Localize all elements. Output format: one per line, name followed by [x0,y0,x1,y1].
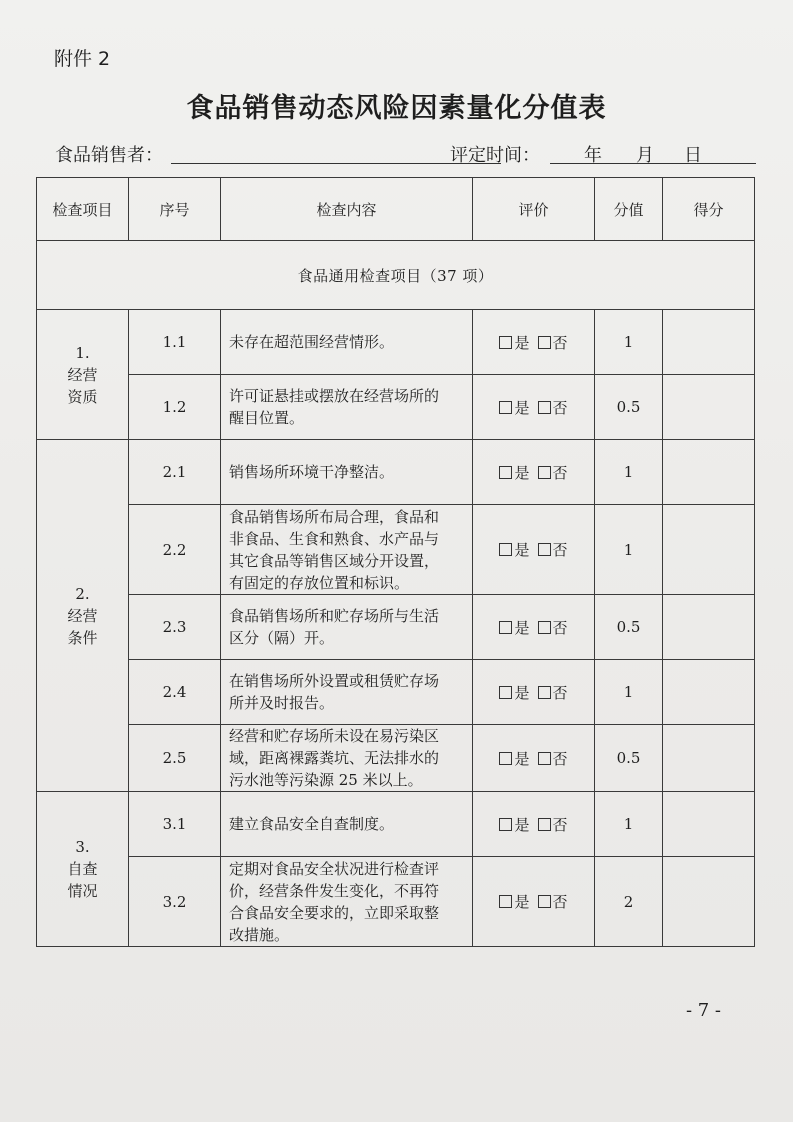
score-value: 1 [595,660,663,725]
item-number: 1.2 [129,375,221,440]
content-line: 在销售场所外设置或租赁贮存场 [229,672,440,690]
seller-label: 食品销售者： [55,145,163,166]
content-line: 所并及时报告。 [229,694,335,712]
table-row [37,595,755,660]
item-content [221,660,473,725]
checkbox-icon[interactable] [538,752,551,765]
yes-label: 是 [514,749,530,768]
content-line: 合食品安全要求的，立即采取整 [229,903,440,922]
checkbox-icon[interactable] [499,895,512,908]
no-option[interactable] [538,334,568,352]
content-line: 域，距离裸露粪坑、无法排水的 [229,749,440,767]
date-label: 评定时间： [450,145,540,166]
content-line: 未存在超范围经营情形。 [229,333,395,351]
content-line: 食品销售场所和贮存场所与生活 [229,607,440,625]
yes-label: 是 [514,398,530,417]
item-number: 2.2 [129,505,221,595]
category-cell [37,310,129,440]
column-header: 分值 [595,178,663,241]
checkbox-icon[interactable] [538,621,551,634]
evaluation-cell [473,595,595,660]
yes-option[interactable] [499,750,529,768]
column-header: 得分 [663,178,755,241]
item-number: 2.5 [129,725,221,792]
category-line: 2. [75,584,90,603]
content-line: 非食品、生食和熟食、水产品与 [229,529,440,548]
no-option[interactable] [538,399,568,417]
obtained-score-cell[interactable] [663,375,755,440]
evaluation-cell [473,857,595,947]
item-content [221,792,473,857]
obtained-score-cell[interactable] [663,792,755,857]
content-line: 食品销售场所布局合理，食品和 [229,507,440,526]
score-value: 0.5 [595,595,663,660]
yes-option[interactable] [499,334,529,352]
obtained-score-cell[interactable] [663,440,755,505]
no-label: 否 [552,815,568,834]
content-line: 经营和贮存场所未设在易污染区 [229,727,440,745]
obtained-score-cell[interactable] [663,725,755,792]
evaluation-cell [473,792,595,857]
page-number: - 7 - [685,1000,721,1021]
evaluation-cell [473,660,595,725]
score-value: 1 [595,792,663,857]
item-content [221,440,473,505]
yes-label: 是 [514,333,530,352]
yes-option[interactable] [499,619,529,637]
yes-option[interactable] [499,684,529,702]
no-option[interactable] [538,464,568,482]
no-label: 否 [552,749,568,768]
yes-label: 是 [514,893,530,911]
category-line: 情况 [67,882,98,900]
score-value: 1 [595,505,663,595]
table-row [37,792,755,857]
item-content [221,375,473,440]
column-header: 评价 [473,178,595,241]
no-label: 否 [552,333,568,352]
content-line: 污水池等污染源 25 米以上。 [229,771,423,789]
checkbox-icon[interactable] [538,818,551,831]
content-line: 销售场所环境干净整洁。 [229,463,395,481]
evaluation-cell [473,725,595,792]
no-label: 否 [552,618,568,637]
no-option[interactable] [538,541,568,559]
checkbox-icon[interactable] [499,686,512,699]
yes-label: 是 [514,618,530,637]
score-value: 1 [595,440,663,505]
table-header-row [37,178,755,241]
column-header: 检查内容 [221,178,473,241]
obtained-score-cell[interactable] [663,660,755,725]
table-row [37,725,755,792]
obtained-score-cell[interactable] [663,595,755,660]
category-cell [37,440,129,792]
obtained-score-cell[interactable] [663,505,755,595]
table-row [37,660,755,725]
yes-option[interactable] [499,399,529,417]
form-meta [55,139,705,169]
checkbox-icon[interactable] [499,752,512,765]
year-label: 年 [584,145,602,166]
table-row [37,310,755,375]
item-content [221,505,473,595]
category-line: 自查 [67,860,98,878]
no-option[interactable] [538,893,568,911]
item-content [221,310,473,375]
checkbox-icon[interactable] [538,895,551,908]
table-row [37,505,755,595]
item-number: 3.1 [129,792,221,857]
checkbox-icon[interactable] [499,543,512,556]
obtained-score-cell[interactable] [663,310,755,375]
attachment-label: 附件 2 [54,48,111,70]
yes-option[interactable] [499,464,529,482]
content-line: 醒目位置。 [229,409,305,427]
table-row [37,857,755,947]
content-line: 有固定的存放位置和标识。 [229,573,410,592]
category-line: 条件 [67,628,98,647]
content-line: 其它食品等销售区域分开设置， [229,551,440,570]
yes-option[interactable] [499,816,529,834]
table-row [37,440,755,505]
evaluation-cell [473,375,595,440]
no-option[interactable] [538,684,568,702]
no-label: 否 [552,463,568,482]
day-label: 日 [684,145,702,166]
item-content [221,595,473,660]
content-line: 建立食品安全自查制度。 [229,815,395,833]
content-line: 价，经营条件发生变化，不再符 [229,881,440,900]
evaluation-cell [473,440,595,505]
table-row [37,375,755,440]
no-label: 否 [552,893,568,911]
yes-label: 是 [514,683,530,702]
item-number: 2.1 [129,440,221,505]
content-line: 许可证悬挂或摆放在经营场所的 [229,387,440,405]
category-line: 资质 [67,387,98,406]
evaluation-cell [473,310,595,375]
item-content [221,725,473,792]
content-line: 改措施。 [229,925,290,944]
score-value: 0.5 [595,375,663,440]
no-option[interactable] [538,816,568,834]
score-value: 1 [595,310,663,375]
content-line: 定期对食品安全状况进行检查评 [229,859,440,878]
checkbox-icon[interactable] [499,466,512,479]
category-line: 经营 [67,365,98,384]
yes-label: 是 [514,815,530,834]
no-option[interactable] [538,750,568,768]
checkbox-icon[interactable] [538,686,551,699]
category-line: 1. [75,343,90,362]
evaluation-cell [473,505,595,595]
column-header: 序号 [129,178,221,241]
score-value: 0.5 [595,725,663,792]
page-title: 食品销售动态风险因素量化分值表 [186,93,607,124]
section-title: 食品通用检查项目（37 项） [37,241,755,310]
checkbox-icon[interactable] [538,336,551,349]
item-number: 2.3 [129,595,221,660]
checkbox-icon[interactable] [499,401,512,414]
checkbox-icon[interactable] [538,543,551,556]
checkbox-icon[interactable] [499,621,512,634]
checkbox-icon[interactable] [538,466,551,479]
no-label: 否 [552,683,568,702]
yes-option[interactable] [499,541,529,559]
obtained-score-cell[interactable] [663,857,755,947]
checkbox-icon[interactable] [499,818,512,831]
item-number: 1.1 [129,310,221,375]
section-row [37,241,755,310]
score-table [36,177,755,947]
item-content [221,857,473,947]
column-header: 检查项目 [37,178,129,241]
checkbox-icon[interactable] [499,336,512,349]
no-label: 否 [552,541,568,559]
category-cell [37,792,129,947]
yes-label: 是 [514,541,530,559]
no-option[interactable] [538,619,568,637]
month-label: 月 [636,145,654,166]
category-line: 经营 [67,606,98,625]
content-line: 区分（隔）开。 [229,629,335,647]
checkbox-icon[interactable] [538,401,551,414]
score-value: 2 [595,857,663,947]
item-number: 3.2 [129,857,221,947]
no-label: 否 [552,398,568,417]
item-number: 2.4 [129,660,221,725]
yes-label: 是 [514,463,530,482]
yes-option[interactable] [499,893,529,911]
category-line: 3. [75,838,90,856]
